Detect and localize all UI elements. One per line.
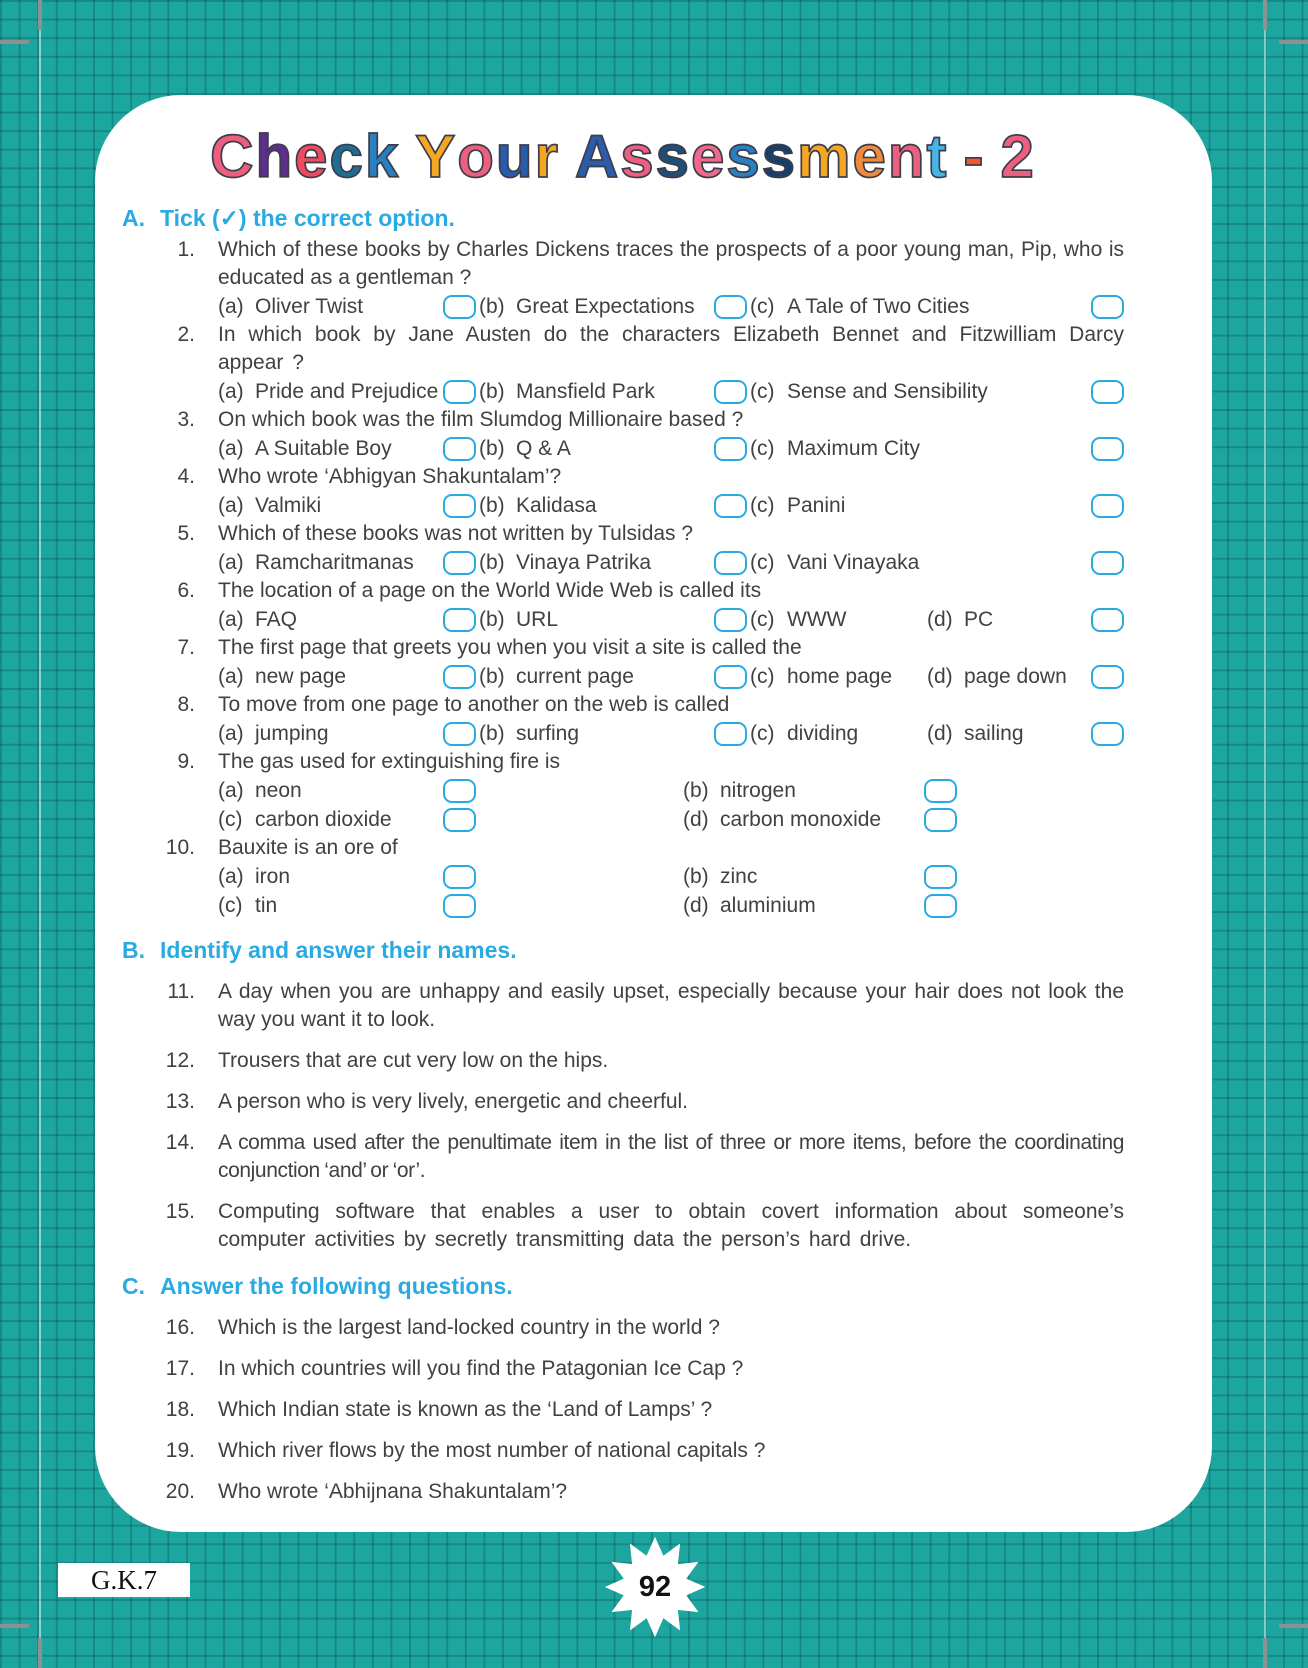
option-checkbox[interactable] xyxy=(924,779,957,803)
question xyxy=(122,834,1124,920)
question-text: On which book was the film Slumdog Millionaire based ? xyxy=(218,408,744,431)
option-label: (b) xyxy=(479,550,505,574)
option-checkbox[interactable] xyxy=(443,295,476,319)
option-text: Oliver Twist xyxy=(255,294,364,318)
option-label: (a) xyxy=(218,436,244,460)
option-text: Mansfield Park xyxy=(516,379,655,403)
option-checkbox[interactable] xyxy=(1091,608,1124,632)
option-text: Q & A xyxy=(516,436,571,460)
option-text: WWW xyxy=(787,607,847,631)
options-row xyxy=(218,434,1124,463)
option-label: (a) xyxy=(218,550,244,574)
option-label: (a) xyxy=(218,379,244,403)
option-label: (a) xyxy=(218,294,244,318)
option-label: (a) xyxy=(218,607,244,631)
option-checkbox[interactable] xyxy=(443,808,476,832)
question xyxy=(122,1047,1124,1075)
crop-mark xyxy=(38,0,42,30)
option-checkbox[interactable] xyxy=(714,665,747,689)
crop-mark xyxy=(38,1638,42,1668)
question xyxy=(122,236,1124,321)
option-text: current page xyxy=(516,664,634,688)
question-number: 17. xyxy=(165,1357,195,1380)
option-checkbox[interactable] xyxy=(714,494,747,518)
option-checkbox[interactable] xyxy=(1091,380,1124,404)
option-text: aluminium xyxy=(720,893,816,917)
option-label: (b) xyxy=(683,778,709,802)
question xyxy=(122,634,1124,691)
option-text: URL xyxy=(516,607,559,631)
option-text: jumping xyxy=(255,721,329,745)
page-number-badge xyxy=(604,1536,706,1638)
question-number: 16. xyxy=(165,1316,195,1339)
option-text: Maximum City xyxy=(787,436,921,460)
question xyxy=(122,1198,1124,1254)
question xyxy=(122,520,1124,577)
question xyxy=(122,577,1124,634)
trim-line-left xyxy=(39,0,41,1668)
question-number: 18. xyxy=(165,1398,195,1421)
option-label: (d) xyxy=(927,607,953,631)
crop-mark xyxy=(1263,0,1267,30)
crop-mark xyxy=(1279,40,1308,44)
crop-mark xyxy=(0,40,29,44)
question-number: 3. xyxy=(177,408,195,431)
question-number: 4. xyxy=(177,465,195,488)
option-label: (b) xyxy=(479,294,505,318)
option-text: carbon monoxide xyxy=(720,807,882,831)
option-label: (d) xyxy=(927,721,953,745)
option-text: carbon dioxide xyxy=(255,807,392,831)
option-text: Pride and Prejudice xyxy=(255,379,439,403)
option-checkbox[interactable] xyxy=(1091,295,1124,319)
question-number: 15. xyxy=(165,1200,195,1223)
option-checkbox[interactable] xyxy=(443,608,476,632)
question xyxy=(122,978,1124,1034)
question-text: Who wrote ‘Abhigyan Shakuntalam’? xyxy=(218,465,562,488)
options-row xyxy=(218,776,1124,805)
option-label: (c) xyxy=(218,893,243,917)
question-number: 7. xyxy=(177,636,195,659)
option-text: Great Expectations xyxy=(516,294,695,318)
question-number: 14. xyxy=(165,1131,195,1154)
question-number: 11. xyxy=(167,980,195,1003)
question xyxy=(122,1396,1124,1424)
option-label: (c) xyxy=(750,493,775,517)
options-row xyxy=(218,719,1124,748)
question-number: 13. xyxy=(165,1090,195,1113)
option-text: Vinaya Patrika xyxy=(516,550,652,574)
question-text: Which is the largest land-locked country in the world ? xyxy=(218,1316,720,1339)
option-label: (b) xyxy=(683,864,709,888)
option-label: (a) xyxy=(218,721,244,745)
question-text: Computing software that enables a user to obtain covert information about someone’s computer activities by secretly transmitting data the person’s hard drive. xyxy=(218,1200,1124,1251)
section-heading-text: Tick (✓) the correct option. xyxy=(160,205,455,231)
question-text: Trousers that are cut very low on the hips. xyxy=(218,1049,609,1072)
question-text: Bauxite is an ore of xyxy=(218,836,398,859)
option-text: A Tale of Two Cities xyxy=(787,294,970,318)
question-text: The first page that greets you when you visit a site is called the xyxy=(218,636,802,659)
question-text: In which countries will you find the Patagonian Ice Cap ? xyxy=(218,1357,744,1380)
option-text: iron xyxy=(255,864,291,888)
question xyxy=(122,1129,1124,1185)
question-text: Which Indian state is known as the ‘Land of Lamps’ ? xyxy=(218,1398,713,1421)
option-label: (b) xyxy=(479,721,505,745)
section-c-heading xyxy=(122,1271,1124,1301)
section-b-heading xyxy=(122,935,1124,965)
option-text: sailing xyxy=(964,721,1024,745)
question-number: 19. xyxy=(165,1439,195,1462)
question-text: The gas used for extinguishing fire is xyxy=(218,750,561,773)
option-checkbox[interactable] xyxy=(1091,437,1124,461)
option-text: new page xyxy=(255,664,347,688)
question-text: The location of a page on the World Wide Web is called its xyxy=(218,579,762,602)
option-checkbox[interactable] xyxy=(1091,494,1124,518)
option-label: (d) xyxy=(683,807,709,831)
option-label: (c) xyxy=(750,550,775,574)
option-checkbox[interactable] xyxy=(443,437,476,461)
option-checkbox[interactable] xyxy=(443,865,476,889)
option-label: (b) xyxy=(479,607,505,631)
section-label: B. xyxy=(122,937,145,963)
question-text: A day when you are unhappy and easily upset, especially because your hair does not look the way you want it to look. xyxy=(218,980,1124,1031)
option-label: (c) xyxy=(750,379,775,403)
question xyxy=(122,1088,1124,1116)
option-checkbox[interactable] xyxy=(714,551,747,575)
crop-mark xyxy=(1279,1624,1308,1628)
option-text: Valmiki xyxy=(255,493,322,517)
option-checkbox[interactable] xyxy=(443,894,476,918)
option-checkbox[interactable] xyxy=(443,494,476,518)
option-checkbox[interactable] xyxy=(714,380,747,404)
crop-mark xyxy=(1263,1638,1267,1668)
option-text: surfing xyxy=(516,721,580,745)
option-label: (d) xyxy=(683,893,709,917)
question-number: 9. xyxy=(177,750,195,773)
option-checkbox[interactable] xyxy=(924,808,957,832)
question xyxy=(122,406,1124,463)
option-checkbox[interactable] xyxy=(714,437,747,461)
question-number: 2. xyxy=(177,323,195,346)
options-row xyxy=(218,377,1124,406)
option-checkbox[interactable] xyxy=(443,779,476,803)
section-label: C. xyxy=(122,1273,145,1299)
option-label: (c) xyxy=(218,807,243,831)
option-label: (b) xyxy=(479,664,505,688)
option-text: Vani Vinayaka xyxy=(787,550,920,574)
option-checkbox[interactable] xyxy=(1091,722,1124,746)
option-text: neon xyxy=(255,778,302,802)
question-text: To move from one page to another on the web is called xyxy=(218,693,730,716)
options-row xyxy=(218,605,1124,634)
page-number: 92 xyxy=(638,1570,672,1603)
option-text: zinc xyxy=(720,864,758,888)
question xyxy=(122,1355,1124,1383)
question-text: Which of these books was not written by Tulsidas ? xyxy=(218,522,694,545)
question-number: 8. xyxy=(177,693,195,716)
question-number: 10. xyxy=(165,836,195,859)
option-text: Panini xyxy=(787,493,846,517)
option-text: PC xyxy=(964,607,994,631)
option-checkbox[interactable] xyxy=(443,722,476,746)
section-label: A. xyxy=(122,205,145,231)
question-text: In which book by Jane Austen do the characters Elizabeth Bennet and Fitzwilliam Darcy appear ? xyxy=(218,323,1124,374)
option-checkbox[interactable] xyxy=(714,608,747,632)
question-number: 6. xyxy=(177,579,195,602)
trim-line-right xyxy=(1264,0,1266,1668)
option-label: (c) xyxy=(750,607,775,631)
option-text: dividing xyxy=(787,721,859,745)
option-text: FAQ xyxy=(255,607,298,631)
options-row xyxy=(218,292,1124,321)
option-label: (c) xyxy=(750,436,775,460)
option-label: (a) xyxy=(218,493,244,517)
options-row xyxy=(218,862,1124,891)
option-label: (c) xyxy=(750,294,775,318)
options-row xyxy=(218,548,1124,577)
book-label: G.K.7 xyxy=(58,1563,190,1597)
option-label: (b) xyxy=(479,493,505,517)
option-label: (b) xyxy=(479,379,505,403)
content-card xyxy=(95,95,1212,1532)
question-text: Who wrote ‘Abhijnana Shakuntalam’? xyxy=(218,1480,568,1503)
question-text: Which of these books by Charles Dickens traces the prospects of a poor young man, Pip, who is educated as a gentleman ? xyxy=(218,238,1124,289)
crop-mark xyxy=(0,1624,29,1628)
option-text: A Suitable Boy xyxy=(255,436,392,460)
question xyxy=(122,1478,1124,1506)
question xyxy=(122,1314,1124,1342)
question xyxy=(122,463,1124,520)
page-title: C h e c k Y o u r A s s e s s m e n t - 2 xyxy=(210,123,1036,190)
option-checkbox[interactable] xyxy=(1091,665,1124,689)
question-text: A person who is very lively, energetic and cheerful. xyxy=(218,1090,689,1113)
option-text: home page xyxy=(787,664,893,688)
option-label: (c) xyxy=(750,721,775,745)
option-label: (a) xyxy=(218,864,244,888)
option-checkbox[interactable] xyxy=(714,722,747,746)
section-heading-text: Identify and answer their names. xyxy=(160,937,517,963)
option-text: nitrogen xyxy=(720,778,796,802)
option-label: (d) xyxy=(927,664,953,688)
question-text: Which river flows by the most number of national capitals ? xyxy=(218,1439,766,1462)
question xyxy=(122,1437,1124,1465)
option-checkbox[interactable] xyxy=(443,380,476,404)
option-checkbox[interactable] xyxy=(443,665,476,689)
option-checkbox[interactable] xyxy=(924,894,957,918)
question-number: 1. xyxy=(177,238,195,261)
option-checkbox[interactable] xyxy=(1091,551,1124,575)
options-row xyxy=(218,662,1124,691)
option-text: Ramcharitmanas xyxy=(255,550,414,574)
option-text: Kalidasa xyxy=(516,493,597,517)
option-text: page down xyxy=(964,664,1067,688)
question-number: 5. xyxy=(177,522,195,545)
option-label: (b) xyxy=(479,436,505,460)
section-heading-text: Answer the following questions. xyxy=(160,1273,513,1299)
option-checkbox[interactable] xyxy=(714,295,747,319)
question-number: 20. xyxy=(165,1480,195,1503)
options-row xyxy=(218,891,1124,920)
section-a-heading xyxy=(122,203,1124,233)
question xyxy=(122,321,1124,406)
question-text: A comma used after the penultimate item in the list of three or more items, before the coordinating conjunction ‘and’ or ‘or’. xyxy=(218,1131,1124,1182)
options-row xyxy=(218,491,1124,520)
option-text: tin xyxy=(255,893,278,917)
option-label: (c) xyxy=(750,664,775,688)
question xyxy=(122,748,1124,834)
option-checkbox[interactable] xyxy=(924,865,957,889)
question-number: 12. xyxy=(165,1049,195,1072)
question xyxy=(122,691,1124,748)
option-label: (a) xyxy=(218,664,244,688)
options-row xyxy=(218,805,1124,834)
option-text: Sense and Sensibility xyxy=(787,379,988,403)
option-label: (a) xyxy=(218,778,244,802)
option-checkbox[interactable] xyxy=(443,551,476,575)
